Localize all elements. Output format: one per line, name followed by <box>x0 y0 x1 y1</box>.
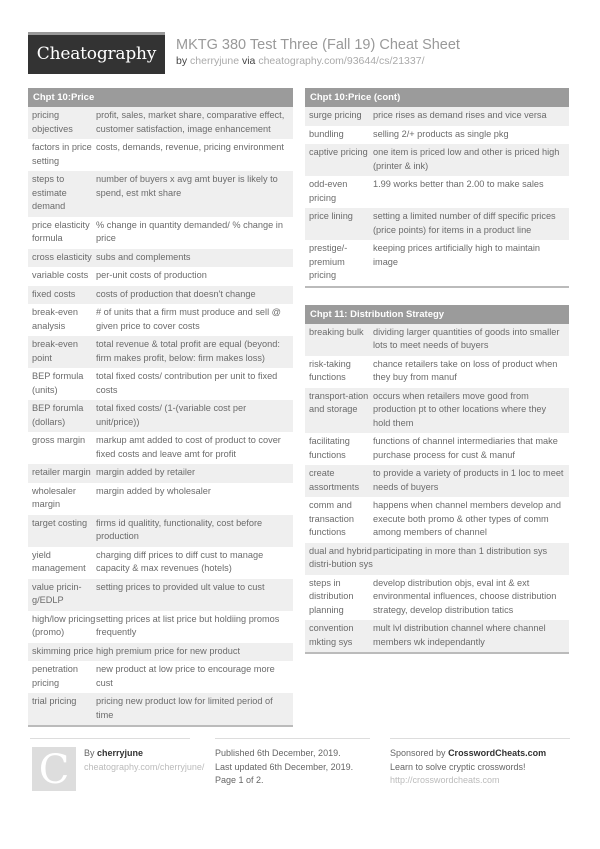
author-profile-link[interactable]: cheatography.com/cherryjune/ <box>84 761 205 772</box>
row-definition: mult lvl distribution channel where channel members wk independantly <box>373 623 546 647</box>
footer-sponsor <box>390 738 570 788</box>
table-row <box>28 267 293 286</box>
row-term: cross elasticity <box>32 251 92 262</box>
row-definition: setting prices to provided ult value to cust <box>96 581 265 592</box>
table-row <box>305 620 569 652</box>
table-row <box>28 693 293 725</box>
by-label: By <box>84 748 95 758</box>
footer-dates <box>215 738 370 788</box>
section-rows <box>28 107 293 725</box>
sponsored-label: Sponsored by <box>390 748 446 758</box>
row-definition: total revenue & total profit are equal (beyond: firm makes profit, below: firm makes loss) <box>96 339 280 363</box>
row-definition: high premium price for new product <box>96 645 241 656</box>
table-row <box>28 611 293 643</box>
row-definition: subs and complements <box>96 251 191 262</box>
row-definition: new product at low price to encourage more cust <box>96 664 275 688</box>
table-row <box>28 547 293 579</box>
table-row <box>28 400 293 432</box>
table-row <box>28 249 293 268</box>
row-definition: one item is priced low and other is priced high (printer & ink) <box>373 147 560 171</box>
table-row <box>305 388 569 434</box>
row-term: break-even point <box>32 339 78 363</box>
page-header <box>28 32 573 76</box>
row-definition: 1.99 works better than 2.00 to make sales <box>373 179 544 189</box>
row-definition: costs, demands, revenue, pricing environment <box>96 142 284 152</box>
table-row <box>28 217 293 249</box>
table-row <box>28 286 293 305</box>
left-column <box>28 88 293 744</box>
page-number: Page 1 of 2. <box>215 775 264 785</box>
title-block <box>176 37 460 67</box>
row-term: skimming price <box>32 645 94 656</box>
row-term: penetration pricing <box>32 664 78 688</box>
cheatography-logo[interactable]: Cheatography <box>28 32 165 74</box>
row-term: captive pricing <box>309 147 368 157</box>
by-label: by <box>176 55 188 67</box>
row-definition: charging diff prices to diff cust to manage capacity & max revenues (hotels) <box>96 549 264 573</box>
row-term: bundling <box>309 128 344 139</box>
row-definition: occurs when retailers move good from production pt to other locations where they hold them <box>373 390 547 428</box>
row-definition: setting prices at list price but holdiing promos frequently <box>96 613 280 637</box>
table-row <box>28 171 293 217</box>
row-term: high/low pricing (promo) <box>32 613 96 637</box>
row-definition: happens when channel members develop and execute both promo & other types of comm among members of channel <box>373 500 561 537</box>
row-definition: pricing new product low for limited period of time <box>96 696 273 720</box>
sponsor-tagline: Learn to solve cryptic crosswords! <box>390 761 526 772</box>
row-term: odd-even pricing <box>309 179 348 203</box>
page-title: MKTG 380 Test Three (Fall 19) Cheat Sheet <box>176 37 460 53</box>
row-definition: total fixed costs/ contribution per unit to fixed costs <box>96 371 278 395</box>
table-row <box>305 543 569 575</box>
table-row <box>305 126 569 145</box>
row-term: facilitating functions <box>309 436 350 460</box>
row-term: variable costs <box>32 270 89 280</box>
row-term: BEP forumla (dollars) <box>32 403 84 427</box>
row-term: dual and hybrid distri-bution sys <box>309 545 373 569</box>
table-row <box>28 515 293 547</box>
table-row <box>305 324 569 356</box>
row-definition: chance retailers take on loss of product when they buy from manuf <box>373 358 558 382</box>
row-term: wholesaler margin <box>32 485 76 509</box>
table-row <box>28 107 293 139</box>
footer-author <box>30 738 205 793</box>
row-term: steps to estimate demand <box>32 174 67 211</box>
byline <box>176 55 460 67</box>
row-definition: per-unit costs of production <box>96 270 207 280</box>
row-term: breaking bulk <box>309 326 364 337</box>
row-definition: profit, sales, market share, comparative effect, customer satisfaction, image enhancement <box>96 110 285 134</box>
row-term: yield management <box>32 549 86 573</box>
table-row <box>305 497 569 543</box>
table-row <box>305 176 569 208</box>
row-definition: markup amt added to cost of product to cover fixed costs and leave amt for profit <box>96 435 281 459</box>
row-term: price lining <box>309 211 353 221</box>
row-definition: % change in quantity demanded/ % change in price <box>96 219 283 243</box>
sponsor-url-link[interactable]: http://crosswordcheats.com <box>390 775 500 785</box>
table-row <box>305 575 569 621</box>
table-row <box>305 356 569 388</box>
row-term: target costing <box>32 517 88 528</box>
published-date: Published 6th December, 2019. <box>215 748 341 758</box>
table-row <box>305 465 569 497</box>
row-definition: keeping prices artificially high to maintain image <box>373 243 540 267</box>
row-definition: develop distribution objs, eval int & ext environmental influences, choose distribution strategy, develop distribution tatics <box>373 577 557 615</box>
row-term: trial pricing <box>32 696 77 706</box>
table-row <box>28 579 293 611</box>
page-footer <box>30 738 570 798</box>
section-rows <box>305 324 569 653</box>
row-definition: functions of channel intermediaries that make purchase process for cust & manuf <box>373 436 558 460</box>
section-title: Chpt 10:Price <box>28 88 293 107</box>
updated-date: Last updated 6th December, 2019. <box>215 761 354 772</box>
row-term: surge pricing <box>309 110 362 120</box>
sheet-url-link[interactable]: cheatography.com/93644/cs/21337/ <box>258 55 425 67</box>
row-definition: total fixed costs/ (1-(variable cost per unit/price)) <box>96 403 247 427</box>
footer-author-name[interactable]: cherryjune <box>97 748 144 758</box>
row-definition: margin added by retailer <box>96 467 196 477</box>
row-term: steps in distribution planning <box>309 577 354 615</box>
table-row <box>28 661 293 693</box>
row-definition: to provide a variety of products in 1 loc to meet needs of buyers <box>373 468 564 492</box>
table-row <box>305 208 569 240</box>
row-definition: price rises as demand rises and vice versa <box>373 110 547 120</box>
row-definition: firms id qualitity, functionality, cost before production <box>96 517 263 541</box>
row-term: comm and transaction functions <box>309 500 354 537</box>
table-row <box>28 432 293 464</box>
via-label: via <box>241 55 256 67</box>
row-term: BEP formula (units) <box>32 371 84 395</box>
row-term: factors in price setting <box>32 142 92 166</box>
row-term: gross margin <box>32 435 86 445</box>
section-title: Chpt 10:Price (cont) <box>305 88 569 107</box>
author-link[interactable]: cherryjune <box>190 55 240 67</box>
sponsor-name[interactable]: CrosswordCheats.com <box>448 748 547 758</box>
table-row <box>28 368 293 400</box>
row-term: create assortments <box>309 468 360 492</box>
row-term: transport-ation and storage <box>309 390 369 414</box>
row-term: fixed costs <box>32 288 76 299</box>
row-definition: selling 2/+ products as single pkg <box>373 128 509 139</box>
table-row <box>28 464 293 483</box>
table-row <box>28 643 293 662</box>
row-term: break-even analysis <box>32 307 78 331</box>
row-definition: participating in more than 1 distribution sys <box>373 545 548 556</box>
row-term: pricing objectives <box>32 110 73 134</box>
section-price-cont <box>305 88 569 288</box>
section-distribution-strategy <box>305 305 569 655</box>
table-row <box>305 240 569 286</box>
row-definition: dividing larger quantities of goods into smaller lots to meet needs of buyers <box>373 326 560 350</box>
row-definition: setting a limited number of diff specific prices (price points) for items in a product line <box>373 211 556 235</box>
row-term: convention mkting sys <box>309 623 354 647</box>
row-definition: margin added by wholesaler <box>96 485 211 496</box>
row-term: value pricin-g/EDLP <box>32 581 82 605</box>
row-term: risk-taking functions <box>309 358 351 382</box>
section-title: Chpt 11: Distribution Strategy <box>305 305 569 324</box>
section-rows <box>305 107 569 286</box>
table-row <box>305 433 569 465</box>
row-term: price elasticity formula <box>32 219 90 243</box>
table-row <box>28 304 293 336</box>
row-term: prestige/-premium pricing <box>309 243 348 280</box>
row-term: retailer margin <box>32 467 91 477</box>
table-row <box>28 139 293 171</box>
table-row <box>28 483 293 515</box>
right-column <box>305 88 569 671</box>
table-row <box>305 144 569 176</box>
table-row <box>305 107 569 126</box>
section-price <box>28 88 293 727</box>
row-definition: costs of production that doesn't change <box>96 288 256 299</box>
row-definition: number of buyers x avg amt buyer is likely to spend, est mkt share <box>96 174 278 198</box>
table-row <box>28 336 293 368</box>
author-avatar[interactable]: C <box>32 747 76 791</box>
row-definition: # of units that a firm must produce and sell @ given price to cover costs <box>96 307 281 331</box>
